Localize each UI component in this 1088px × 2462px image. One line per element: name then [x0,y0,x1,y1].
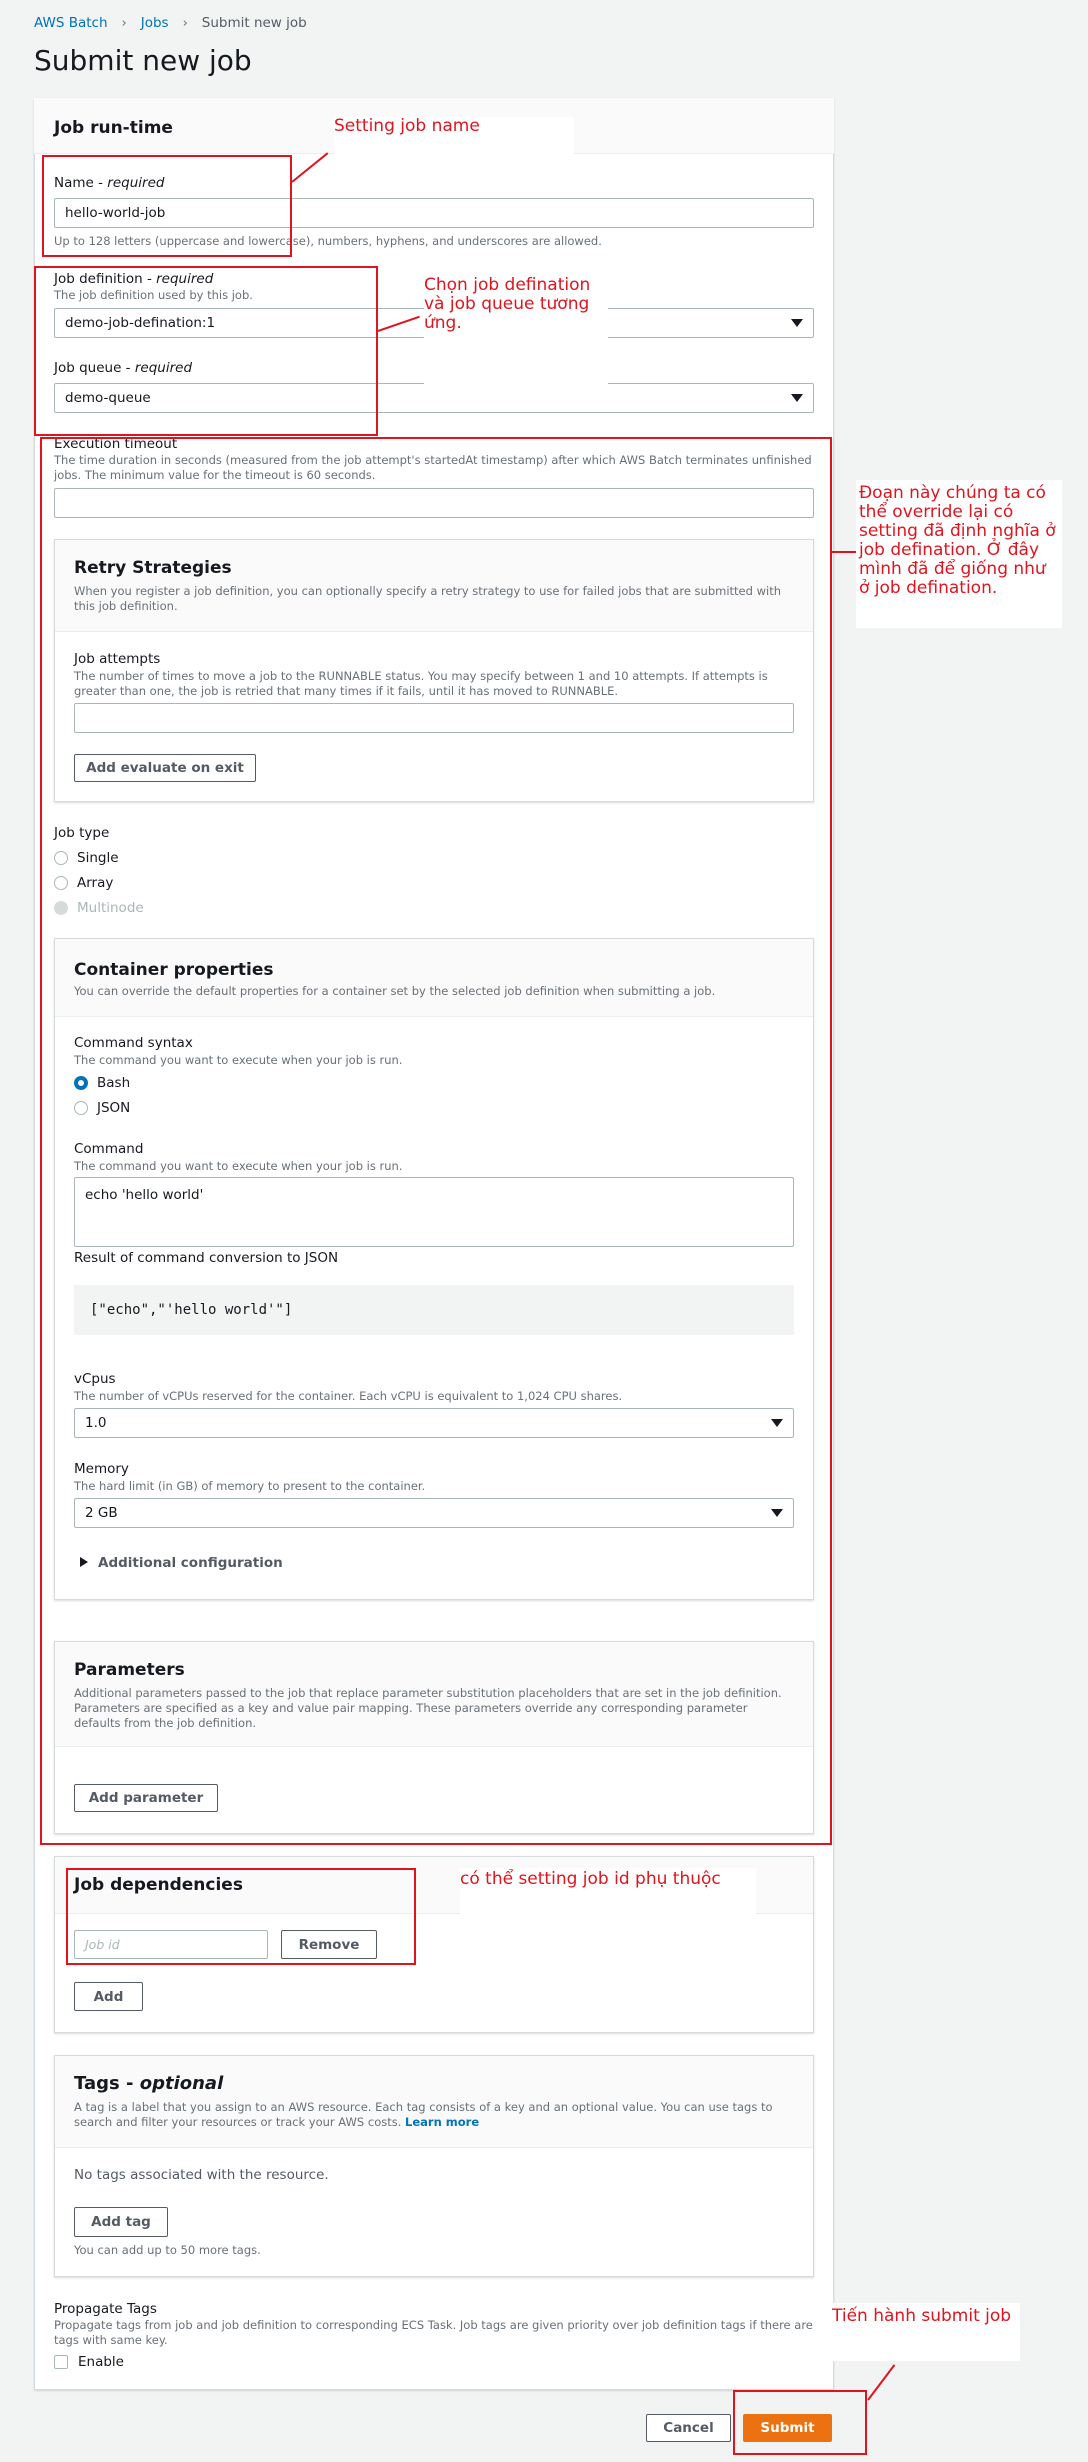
job-definition-value: demo-job-defination:1 [65,315,216,331]
json-result-code: ["echo","'hello world'"] [74,1285,794,1335]
add-dependency-button[interactable]: Add [74,1982,143,2011]
annotation-box-name [42,155,292,257]
breadcrumb-jobs[interactable]: Jobs [140,15,169,31]
annotation-line-override [832,551,856,553]
breadcrumb-current: Submit new job [201,15,307,31]
add-tag-button[interactable]: Add tag [74,2207,168,2237]
enable-propagate-checkbox[interactable] [54,2355,68,2369]
name-hint: Up to 128 letters (uppercase and lowercase), numbers, hyphens, and underscores are allowed. [54,234,602,248]
annotation-box-dependencies [66,1868,416,1965]
job-type-array-label: Array [77,875,114,891]
name-input[interactable]: hello-world-job [54,198,814,228]
syntax-json-label: JSON [97,1100,131,1116]
breadcrumb-aws-batch[interactable]: AWS Batch [34,15,108,31]
enable-propagate-label: Enable [78,2354,124,2370]
job-type-multinode-label: Multinode [77,900,144,916]
job-id-input[interactable]: Job id [74,1930,268,1959]
caret-down-icon [791,319,803,327]
propagate-tags-desc: Propagate tags from job and job definition to corresponding ECS Task. Job tags are given priority over job definition tags if there are tags with same key. [54,2318,813,2347]
tags-limit-text: You can add up to 50 more tags. [74,2243,261,2257]
learn-more-link[interactable]: Learn more [405,2115,480,2129]
add-evaluate-on-exit-button[interactable]: Add evaluate on exit [74,754,256,782]
command-textarea[interactable]: echo 'hello world' [74,1177,794,1247]
annotation-line-submit [867,2364,895,2400]
vcpus-hint: The number of vCPUs reserved for the container. Each vCPU is equivalent to 1,024 CPU shares. [74,1389,623,1403]
retry-strategies-desc: When you register a job definition, you can optionally specify a retry strategy to use for failed jobs that are submitted with this job definition. [74,584,781,613]
annotation-note-override: Đoạn này chúng ta có thể override lại có setting đã định nghĩa ở job defination. Ở đây mình đã để giống như ở job defination. [856,480,1062,628]
annotation-box-definition [34,266,378,436]
page-title: Submit new job [34,44,252,77]
annotation-note-submit: Tiến hành submit job [832,2303,1020,2361]
job-attempts-hint: The number of times to move a job to the RUNNABLE status. You may specify between 1 and 10 attempts. If attempts is greater than one, the job is retried that many times if it fails, until it has moved to RUNNABLE. [74,669,768,698]
breadcrumb [34,15,307,31]
job-type-single-label: Single [77,850,119,866]
vcpus-label: vCpus [74,1371,116,1387]
job-attempts-label: Job attempts [74,651,161,667]
submit-button[interactable]: Submit [743,2414,832,2442]
remove-dependency-button[interactable]: Remove [281,1930,377,1959]
container-properties-desc: You can override the default properties for a container set by the selected job definition when submitting a job. [74,984,716,998]
annotation-box-submit [733,2390,867,2455]
tags-desc: A tag is a label that you assign to an AWS resource. Each tag consists of a key and an optional value. You can use tags to search and filter your resources or track your AWS costs. Learn more [74,2100,773,2129]
command-hint: The command you want to execute when your job is run. [74,1159,403,1173]
container-properties-title: Container properties [74,960,274,980]
propagate-tags-label: Propagate Tags [54,2301,157,2317]
parameters-desc: Additional parameters passed to the job that replace parameter substitution placeholders that are set in the job definition. Parameters are specified as a key and value pair mapping. These parameters override any corresponding parameter defaults from the job definition. [74,1686,782,1730]
job-queue-value: demo-queue [65,390,151,406]
additional-configuration-toggle[interactable]: Additional configuration [98,1555,283,1571]
execution-timeout-hint: The time duration in seconds (measured from the job attempt's startedAt timestamp) after which AWS Batch terminates unfinished jobs. The minimum value for the timeout is 60 seconds. [54,453,812,482]
tags-empty-text: No tags associated with the resource. [74,2167,329,2183]
command-label: Command [74,1141,144,1157]
chevron-right-icon: › [121,15,127,31]
json-result-label: Result of command conversion to JSON [74,1250,339,1266]
job-dependencies-title: Job dependencies [74,1875,243,1895]
add-parameter-button[interactable]: Add parameter [74,1784,218,1812]
job-type-label: Job type [54,825,110,841]
annotation-note-definition: Chọn job defination và job queue tương ứng. [424,274,608,410]
memory-value: 2 GB [85,1505,118,1521]
annotation-box-override [40,437,832,1845]
memory-label: Memory [74,1461,129,1477]
memory-hint: The hard limit (in GB) of memory to present to the container. [74,1479,426,1493]
syntax-bash-label: Bash [97,1075,131,1091]
vcpus-value: 1.0 [85,1415,107,1431]
caret-down-icon [791,394,803,402]
job-queue-label: Job queue - required [54,360,193,376]
command-syntax-hint: The command you want to execute when your job is run. [74,1053,403,1067]
command-syntax-label: Command syntax [74,1035,193,1051]
job-runtime-title: Job run-time [54,118,173,138]
job-definition-label: Job definition - required [54,271,214,287]
job-definition-hint: The job definition used by this job. [54,288,253,302]
tags-title: Tags - optional [74,2073,224,2094]
chevron-right-icon: › [182,15,188,31]
retry-strategies-title: Retry Strategies [74,558,232,578]
name-label: Name - required [54,175,165,191]
annotation-note-name: Setting job name [334,117,574,157]
annotation-note-dependencies: có thể setting job id phụ thuộc [460,1868,756,1916]
parameters-title: Parameters [74,1660,185,1680]
cancel-button[interactable]: Cancel [646,2414,731,2442]
execution-timeout-label: Execution timeout [54,436,178,452]
